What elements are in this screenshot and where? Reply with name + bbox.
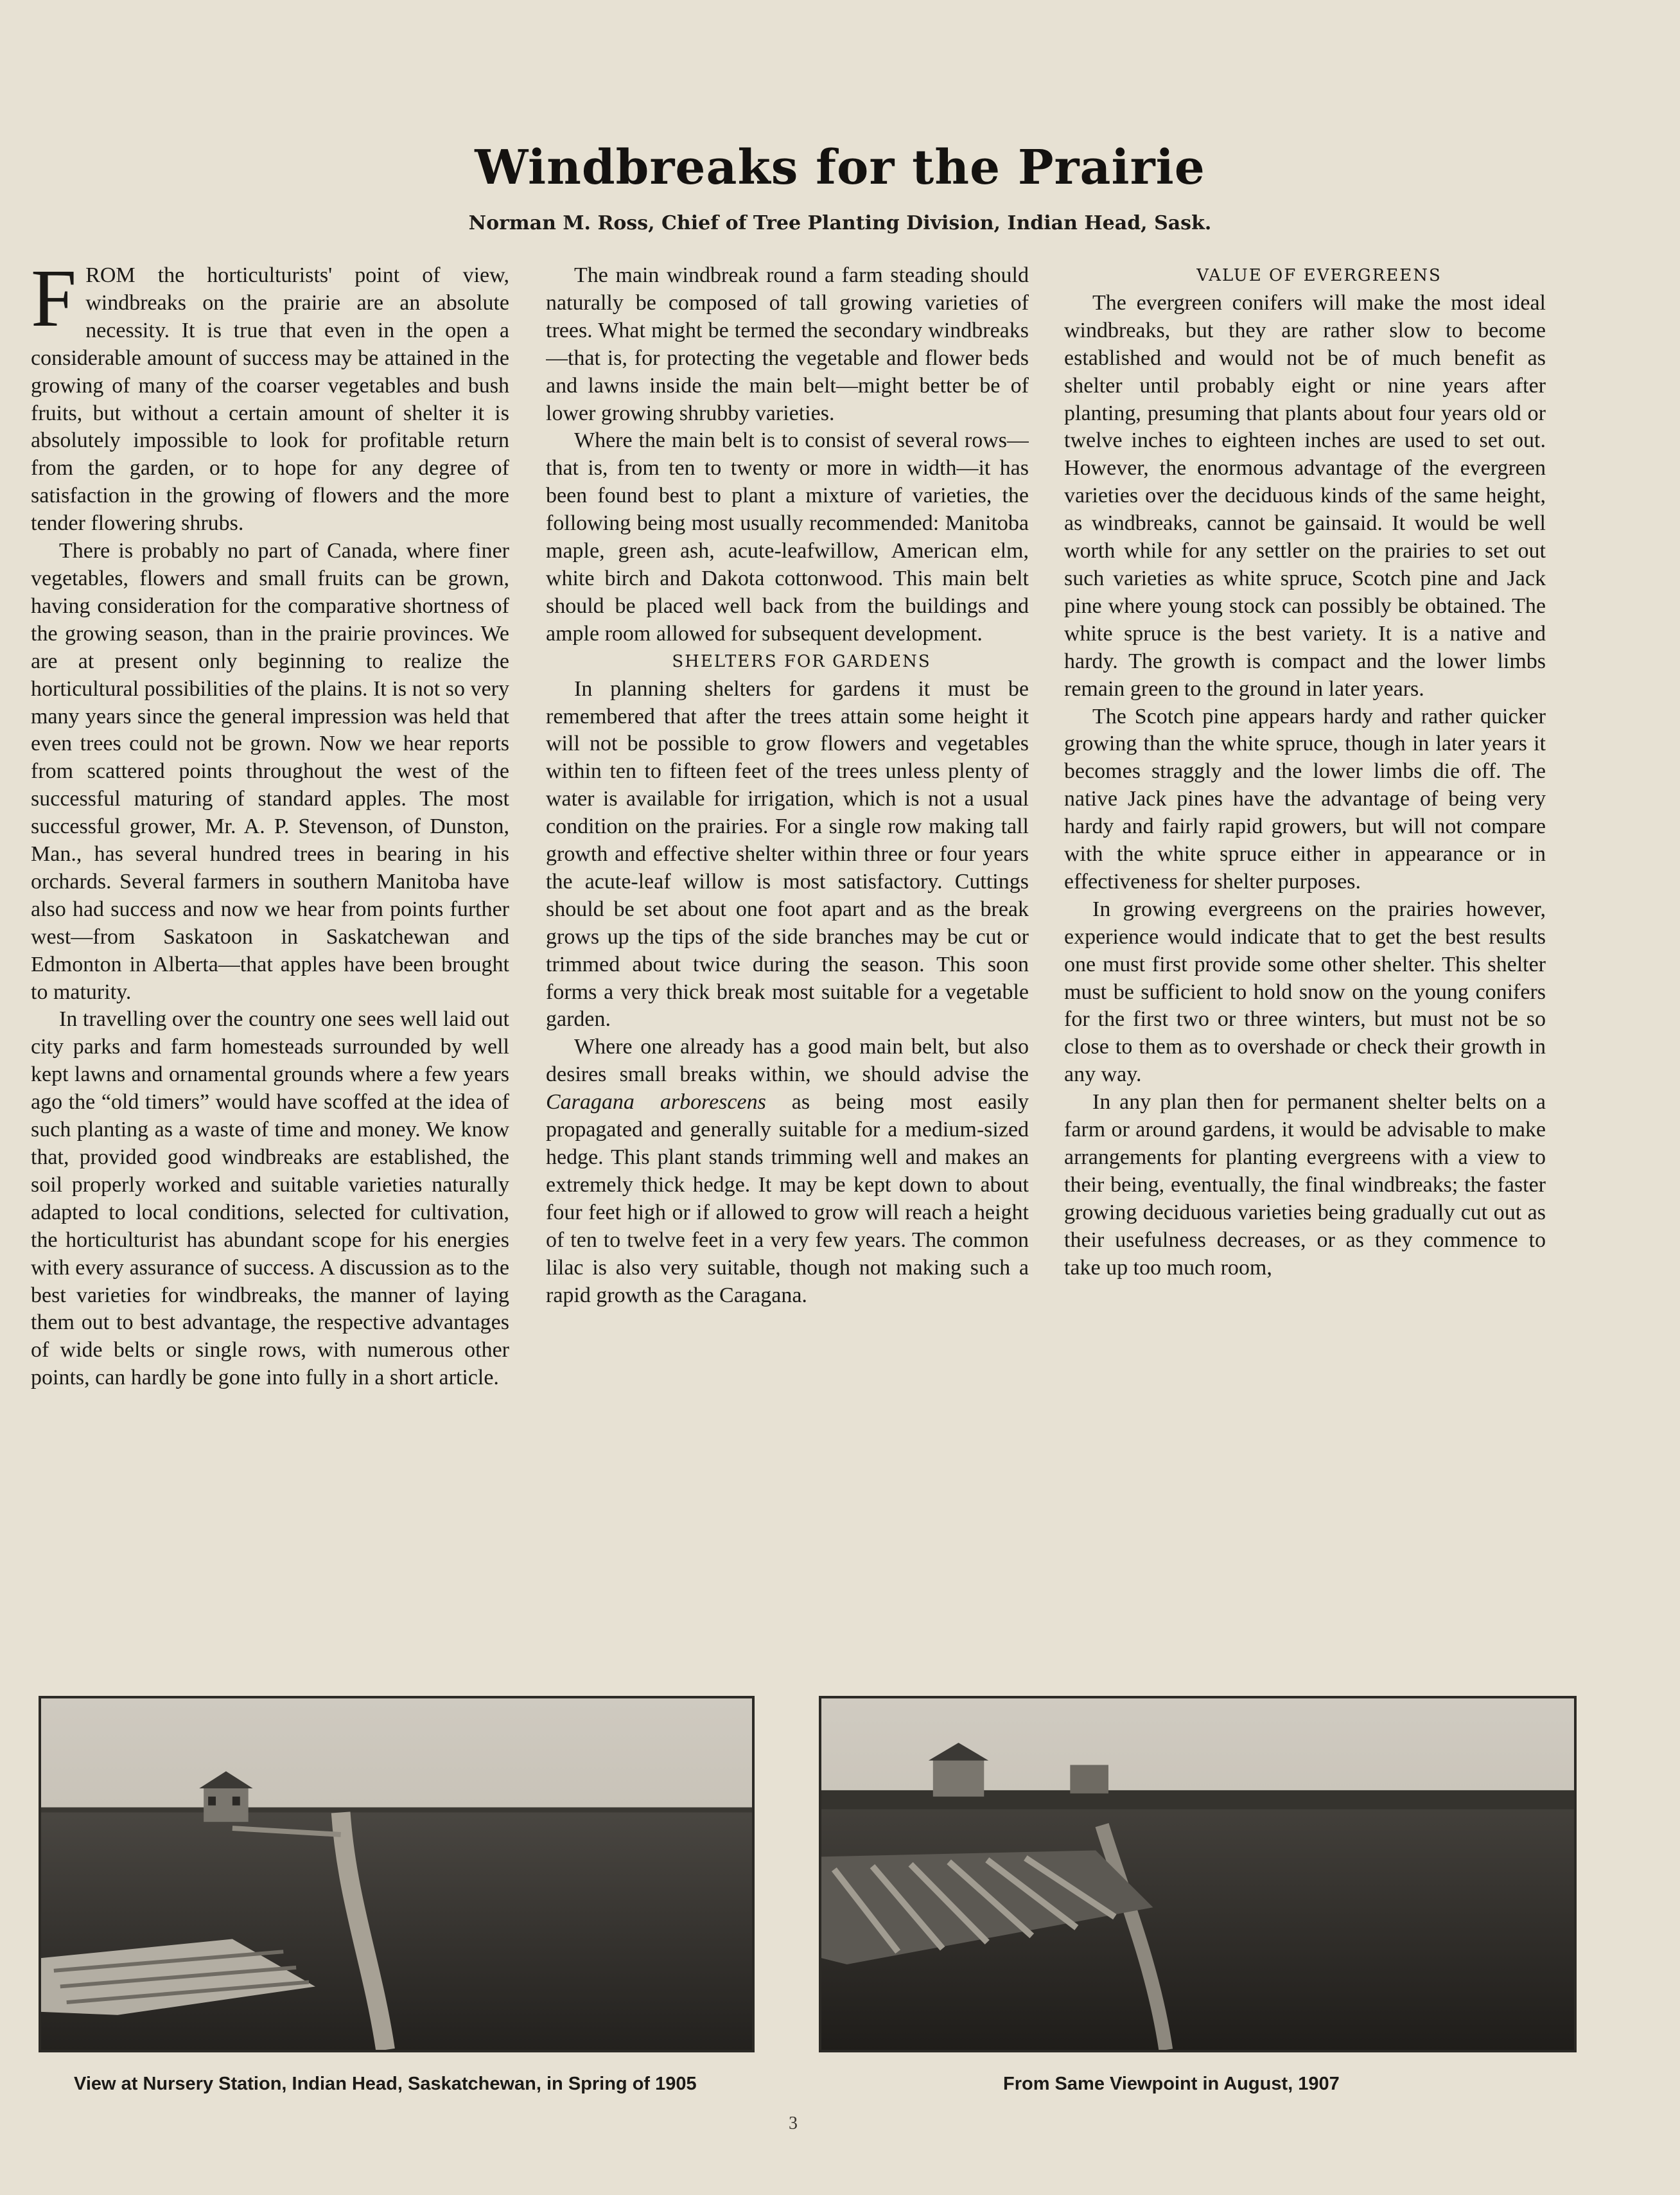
- paragraph-11: In any plan then for permanent shelter belts on a farm or around gardens, it would be advisable to make arrangements for planting evergreens with a view to their being, eventually, the final windbreaks; the faster growing deciduous varieties being gradually cut out as their usefulness decreases, or as they commence to take up too much room,: [1064, 1090, 1546, 1280]
- paragraph-1: FROM the horticulturists' point of view, windbreaks on the prairie are an absolute necessity. It is true that even in the open a considerable amount of success may be attained in the growing of many of the coarser vegetables and bush fruits, but without a certain amount of shelter it is absolutely impossible to look for profitable return from the garden, or to hope for any degree of satisfaction in the growing of flowers and the more tender flowering shrubs.: [31, 262, 509, 536]
- paragraph-10: In growing evergreens on the prairies however, experience would indicate that to get the best results one must first provide some other shelter. This shelter must be sufficient to hold snow on the young conifers for the first two or three winters, but must not be so close to them as to overshade or check their growth in any way.: [1064, 897, 1546, 1087]
- page-number: 3: [789, 2113, 798, 2133]
- photo-caption-1: View at Nursery Station, Indian Head, Saskatchewan, in Spring of 1905: [74, 2074, 697, 2094]
- paragraph-4: The main windbreak round a farm steading should naturally be composed of tall growing varieties of trees. What might be termed the secondary windbreaks—that is, for protecting the vegetable and flower beds and lawns inside the main belt—might better be of lower growing shrubby varieties.: [546, 263, 1029, 425]
- text-column-2: [546, 262, 1029, 1675]
- paragraph-9: The Scotch pine appears hardy and rather quicker growing than the white spruce, though in later years it becomes straggly and the lower limbs die off. The native Jack pines have the advantage of being very hardy and fairly rapid growers, but will not compare with the white spruce either in appearance or in effectiveness for shelter purposes.: [1064, 704, 1546, 894]
- paragraph-7: Where one already has a good main belt, but also desires small breaks within, we should advise the Caragana arborescens as being most easily propagated and generally suitable for a medium-sized hedge. This plant stands trimming well and makes an extremely thick hedge. It may be kept down to about four feet high or if allowed to grow will reach a height of ten to twelve feet in a very few years. The common lilac is also very suitable, though not making such a rapid growth as the Caragana.: [546, 1035, 1029, 1307]
- article-byline: Norman M. Ross, Chief of Tree Planting Division, Indian Head, Sask.: [468, 212, 1212, 234]
- species-name: Caragana arborescens: [546, 1090, 766, 1115]
- text-column-1: [31, 262, 509, 1675]
- paragraph-8: The evergreen conifers will make the most ideal windbreaks, but they are rather slow to become established and would not be of much benefit as shelter until probably eight or nine years after planting, presuming that plants about four years old or twelve inches to eighteen inches are used to set out. However, the enormous advantage of the evergreen varieties over the deciduous kinds of the same height, as windbreaks, cannot be gainsaid. It would be well worth while for any settler on the prairies to set out such varieties as white spruce, Scotch pine and Jack pine where young stock can possibly be obtained. The white spruce is the best variety. It is a native and hardy. The growth is compact and the lower limbs remain green to the ground in later years.: [1064, 290, 1546, 701]
- drop-cap: F: [31, 262, 77, 344]
- paragraph-6: In planning shelters for gardens it must be remembered that after the trees attain some height it will not be possible to grow flowers and vegetables within ten to fifteen feet of the trees unless plenty of water is available for irrigation, which is not a usual condition on the prairies. For a single row making tall growth and effective shelter within three or four years the acute-leaf willow is most satisfactory. Cuttings should be set about one foot apart and as the break grows up the tips of the side branches may be cut or trimmed about twice during the season. This soon forms a very thick break most suitable for a vegetable garden.: [546, 676, 1029, 1032]
- paragraph-5: Where the main belt is to consist of several rows—that is, from ten to twenty or more in width—it has been found best to plant a mixture of varieties, the following being most usually recommended: Manitoba maple, green ash, acute-leafwillow, American elm, white birch and Dakota cottonwood. This main belt should be placed well back from the buildings and ample room allowed for subsequent development.: [546, 428, 1029, 646]
- photo-nursery-1907: [819, 1696, 1577, 2052]
- landscape-photo-icon: [41, 1698, 752, 2050]
- article-title: Windbreaks for the Prairie: [475, 140, 1205, 195]
- text-column-3: [1064, 262, 1546, 1675]
- paragraph-3: In travelling over the country one sees well laid out city parks and farm homesteads surrounded by well kept lawns and ornamental grounds where a few years ago the “old timers” would have scoffed at the idea of such planting as a waste of time and money. We know that, provided good windbreaks are established, the soil properly worked and suitable varieties naturally adapted to local conditions, selected for cultivation, the horticulturist has abundant scope for his energies with every assurance of success. A discussion as to the best varieties for windbreaks, the manner of laying them out to best advantage, the respective advantages of wide belts or single rows, with numerous other points, can hardly be gone into fully in a short article.: [31, 1007, 509, 1390]
- subhead-value-of-evergreens: VALUE OF EVERGREENS: [1196, 266, 1442, 285]
- paragraph-2: There is probably no part of Canada, where finer vegetables, flowers and small fruits can be grown, having consideration for the comparative shortness of the growing season, than in the prairie provinces. We are at present only beginning to realize the horticultural possibilities of the plains. It is not so very many years since the general impression was held that even trees could not be grown. Now we hear reports from scattered points throughout the west of the successful maturing of standard apples. The most successful grower, Mr. A. P. Stevenson, of Dunston, Man., has several hundred trees in bearing in his orchards. Several farmers in southern Manitoba have also had success and now we hear from points further west—from Saskatoon in Saskatchewan and Edmonton in Alberta—that apples have been brought to maturity.: [31, 539, 509, 1004]
- photo-caption-2: From Same Viewpoint in August, 1907: [1003, 2074, 1340, 2094]
- landscape-photo-icon: [821, 1698, 1574, 2050]
- subhead-shelters-for-gardens: SHELTERS FOR GARDENS: [672, 651, 931, 671]
- photo-nursery-1905: [39, 1696, 755, 2052]
